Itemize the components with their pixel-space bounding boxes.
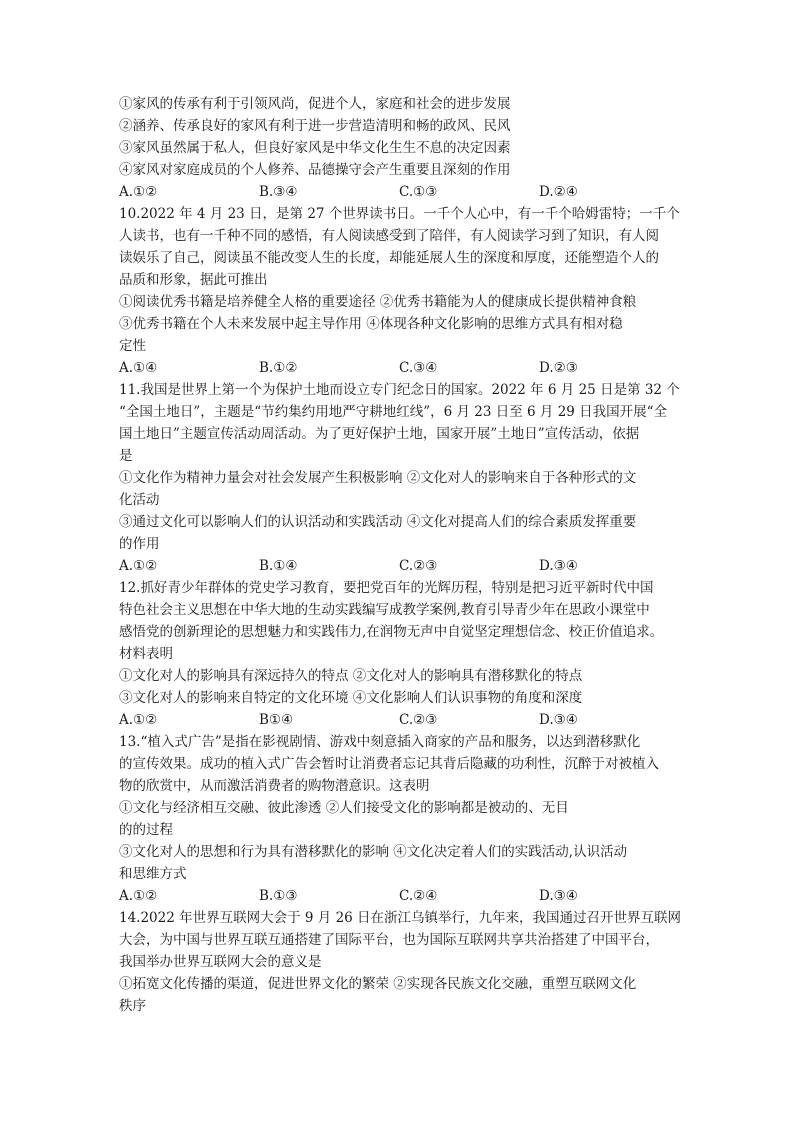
option-a: A.①④ (119, 360, 158, 376)
q10-statements-1: ①阅读优秀书籍是培养健全人格的重要途径 ②优秀书籍能为人的健康成长提供精神食粮 (119, 294, 637, 310)
q13-statements-3: ③文化对人的思想和行为具有潜移默化的影响 ④文化决定着人们的实践活动,认识活动 (119, 844, 628, 860)
option-b: B①④ (259, 712, 294, 728)
option-c: C.②③ (399, 558, 438, 574)
q13-stem-1: 13.“植入式广告”是指在影视剧情、游戏中刻意插入商家的产品和服务，以达到潜移默化 (119, 734, 641, 750)
q12-stem-4: 材料表明 (119, 646, 173, 662)
q9-statement-2: ②涵养、传承良好的家风有利于进一步营造清明和畅的政风、民风 (119, 118, 511, 134)
q11-stem-2: “全国土地日”，主题是“节约集约用地严守耕地红线”，6 月 23 日至 6 月 29 日我国开展“全 (119, 404, 668, 420)
option-c: C.②④ (399, 888, 438, 904)
q13-statements-1: ①文化与经济相互交融、彼此渗透 ②人们接受文化的影响都是被动的、无目 (119, 800, 569, 816)
q9-statement-3: ③家风虽然属于私人，但良好家风是中华文化生生不息的决定因素 (119, 140, 511, 156)
q14-stem-1: 14.2022 年世界互联网大会于 9 月 26 日在浙江乌镇举行，九年来，我国通过召开世界互联网 (119, 910, 682, 926)
q12-stem-3: 感悟党的创新理论的思想魅力和实践伟力,在润物无声中自觉坚定理想信念、校正价值追求。 (119, 624, 664, 640)
q14-stem-3: 我国举办世界互联网大会的意义是 (119, 954, 322, 970)
option-d: D.③④ (539, 558, 578, 574)
q10-statements-3: 定性 (119, 338, 146, 354)
q14-statements-2: 秩序 (119, 998, 146, 1014)
q11-statements-1: ①文化作为精神力量会对社会发展产生积极影响 ②文化对人的影响来自于各种形式的文 (119, 470, 637, 486)
q11-stem-1: 11.我国是世界上第一个为保护土地而设立专门纪念日的国家。2022 年 6 月 25 日是第 32 个 (119, 382, 680, 398)
q11-stem-3: 国土地日”主题宣传活动周活动。为了更好保护土地，国家开展”土地日”宣传活动，依据 (119, 426, 640, 442)
option-b: B.①② (259, 360, 298, 376)
option-d: D.②③ (539, 360, 578, 376)
q11-statements-3: ③通过文化可以影响人们的认识活动和实践活动 ④文化对提高人们的综合素质发挥重要 (119, 514, 637, 530)
q11-statements-4: 的作用 (119, 536, 160, 552)
q10-statements-2: ③优秀书籍在个人未来发展中起主导作用 ④体现各种文化影响的思维方式具有相对稳 (119, 316, 623, 332)
option-b: B.①④ (259, 558, 298, 574)
q13-statements-2: 的的过程 (119, 822, 173, 838)
q12-statements-2: ③文化对人的影响来自特定的文化环境 ④文化影响人们认识事物的角度和深度 (119, 690, 583, 706)
option-a: A.①② (119, 558, 158, 574)
q10-stem-2: 人读书，也有一千种不同的感悟，有人阅读感受到了陪伴，有人阅读学习到了知识，有人阅 (119, 228, 659, 244)
q14-stem-2: 大会，为中国与世界互联互通搭建了国际平台，也为国际互联网共享共治搭建了中国平台， (119, 932, 659, 948)
q13-stem-2: 的宣传效果。成功的植入式广告会暂时让消费者忘记其背后隐藏的功利性，沉醉于对被植入 (119, 756, 659, 772)
q14-statements-1: ①拓宽文化传播的渠道，促进世界文化的繁荣 ②实现各民族文化交融，重塑互联网文化 (119, 976, 637, 992)
option-c: C.②③ (399, 712, 438, 728)
q13-statements-4: 和思维方式 (119, 866, 187, 882)
q11-stem-4: 是 (119, 448, 133, 464)
q11-statements-2: 化活动 (119, 492, 160, 508)
q10-stem-4: 品质和形象，据此可推出 (119, 272, 268, 288)
option-d: D.③④ (539, 712, 578, 728)
q12-stem-2: 特色社会主义思想在中华大地的生动实践编写成教学案例,教育引导青少年在思政小课堂中 (119, 602, 650, 618)
option-c: C.③④ (399, 360, 438, 376)
q10-stem-3: 读娱乐了自己，阅读虽不能改变人生的长度，却能延展人生的深度和厚度，还能塑造个人的 (119, 250, 659, 266)
option-a: A.①② (119, 184, 158, 200)
option-d: D.②④ (539, 184, 578, 200)
option-a: A.①② (119, 712, 158, 728)
option-a: A.①② (119, 888, 158, 904)
q10-stem-1: 10.2022 年 4 月 23 日，是第 27 个世界读书日。一千个人心中，有一千个哈姆雷特；一千个 (119, 206, 680, 222)
option-b: B.①③ (259, 888, 298, 904)
q9-statement-4: ④家风对家庭成员的个人修养、品德操守会产生重要且深刻的作用 (119, 162, 511, 178)
q12-statements-1: ①文化对人的影响具有深远持久的特点 ②文化对人的影响具有潜移默化的特点 (119, 668, 583, 684)
q13-stem-3: 物的欣赏中，从而激活消费者的购物潜意识。这表明 (119, 778, 430, 794)
option-b: B.③④ (259, 184, 298, 200)
option-c: C.①③ (399, 184, 438, 200)
q9-statement-1: ①家风的传承有利于引领风尚，促进个人，家庭和社会的进步发展 (119, 96, 511, 112)
option-d: D.③④ (539, 888, 578, 904)
q12-stem-1: 12.抓好青少年群体的党史学习教育，要把党百年的光辉历程，特别是把习近平新时代中国 (119, 580, 654, 596)
